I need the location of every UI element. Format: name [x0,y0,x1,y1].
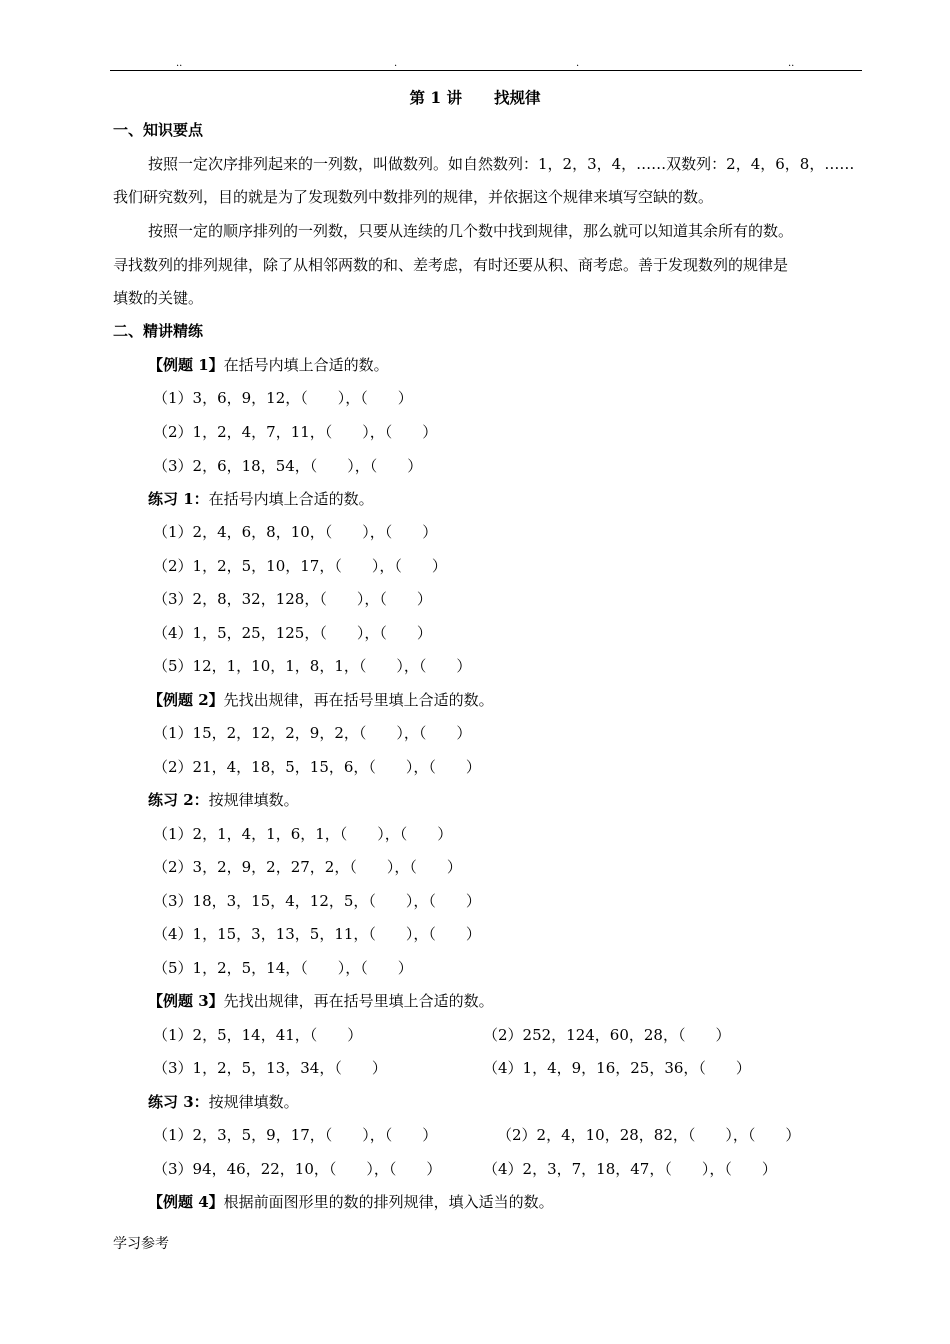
example-label: 【例题 4】 [148,1193,224,1211]
example-text: 先找出规律，再在括号里填上合适的数。 [223,691,494,709]
page-footer: 学习参考 [113,1236,169,1252]
header-mark: . [576,58,580,69]
exercise-item: （3）2，6，18，54，（ ），（ ） [153,457,423,475]
lecture-number: 第 1 讲 [409,88,463,107]
exercise-item: （1）2，4，6，8，10，（ ），（ ） [153,523,438,541]
exercise-item: （3）1，2，5，13，34，（ ） [153,1059,387,1077]
practice-label: 练习 2： [148,791,209,809]
exercise-item: （2）2，4，10，28，82，（ ），（ ） [497,1126,801,1144]
exercise-item: （3）18，3，15，4，12，5，（ ），（ ） [153,892,481,910]
practice-text: 按规律填数。 [208,791,299,809]
page-title [0,88,950,108]
exercise-item: （1）2，3，5，9，17，（ ），（ ） [153,1126,438,1144]
exercise-item: （2）252，124，60，28，（ ） [483,1026,731,1044]
paragraph-line: 按照一定次序排列起来的一列数，叫做数列。如自然数列：1，2，3，4，……双数列：2，4，6，8，…… [148,155,855,173]
exercise-item: （4）2，3，7，18，47，（ ），（ ） [483,1160,777,1178]
exercise-item: （2）1，2，5，10，17，（ ），（ ） [153,557,447,575]
header-mark: . [394,58,398,69]
exercise-item: （1）2，1，4，1，6，1，（ ），（ ） [153,825,453,843]
exercise-item: （4）1，15，3，13，5，11，（ ），（ ） [153,925,481,943]
header-mark: .. [176,58,183,69]
practice-heading [148,790,299,810]
practice-text: 在括号内填上合适的数。 [208,490,374,508]
exercise-item: （3）2，8，32，128，（ ），（ ） [153,590,432,608]
example-heading [148,690,494,710]
paragraph-line: 我们研究数列，目的就是为了发现数列中数排列的规律，并依据这个规律来填写空缺的数。 [113,188,714,206]
header-rule [110,70,862,71]
exercise-item: （5）12，1，10，1，8，1，（ ），（ ） [153,657,472,675]
exercise-item: （2）3，2，9，2，27，2，（ ），（ ） [153,858,462,876]
exercise-item: （4）1，4，9，16，25，36，（ ） [483,1059,751,1077]
practice-text: 按规律填数。 [208,1093,299,1111]
practice-label: 练习 1： [148,490,209,508]
lecture-topic: 找规律 [494,88,541,107]
example-heading [148,1192,554,1212]
exercise-item: （3）94，46，22，10，（ ），（ ） [153,1160,442,1178]
exercise-item: （2）1，2，4，7，11，（ ），（ ） [153,423,438,441]
exercise-item: （1）2，5，14，41，（ ） [153,1026,363,1044]
exercise-item: （4）1，5，25，125，（ ），（ ） [153,624,432,642]
paragraph-line: 寻找数列的排列规律，除了从相邻两数的和、差考虑，有时还要从积、商考虑。善于发现数列的规律是 [113,256,789,274]
section-heading: 二、精讲精练 [113,322,204,340]
example-label: 【例题 2】 [148,691,224,709]
paragraph-line: 按照一定的顺序排列的一列数，只要从连续的几个数中找到规律，那么就可以知道其余所有的数。 [148,222,794,240]
example-label: 【例题 3】 [148,992,224,1010]
example-text: 根据前面图形里的数的排列规律，填入适当的数。 [223,1193,554,1211]
example-heading [148,355,389,375]
exercise-item: （5）1，2，5，14，（ ），（ ） [153,959,413,977]
example-text: 在括号内填上合适的数。 [223,356,389,374]
exercise-item: （1）15，2，12，2，9，2，（ ），（ ） [153,724,472,742]
paragraph-line: 填数的关键。 [113,289,204,307]
section-heading: 一、知识要点 [113,121,204,139]
exercise-item: （2）21，4，18，5，15，6，（ ），（ ） [153,758,481,776]
example-heading [148,991,494,1011]
example-label: 【例题 1】 [148,356,224,374]
exercise-item: （1）3，6，9，12，（ ），（ ） [153,389,413,407]
header-mark: .. [788,58,795,69]
practice-label: 练习 3： [148,1093,209,1111]
practice-heading [148,489,374,509]
practice-heading [148,1092,299,1112]
example-text: 先找出规律，再在括号里填上合适的数。 [223,992,494,1010]
